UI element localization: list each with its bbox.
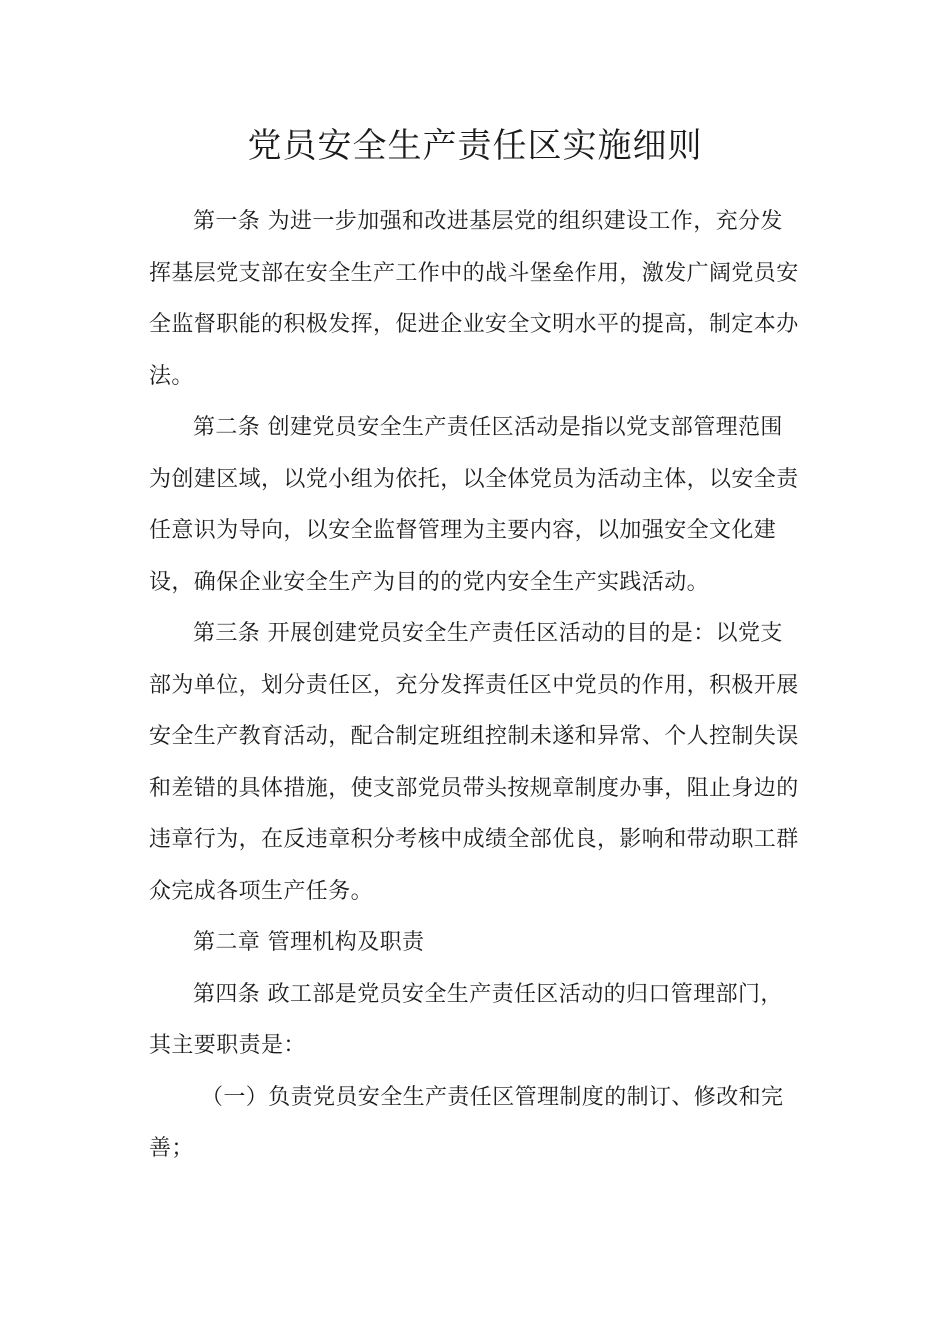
article-4-item-1: （一）负责党员安全生产责任区管理制度的制订、修改和完善；: [149, 1084, 784, 1161]
article-2-paragraph: 第二条 创建党员安全生产责任区活动是指以党支部管理范围为创建区域，以党小组为依托，以全体党员为活动主体，以安全责任意识为导向，以安全监督管理为主要内容，以加强安全文化建设，确保企业安全生产为目的的党内安全生产实践活动。: [149, 415, 799, 595]
document-body: [149, 196, 801, 1175]
article-1-paragraph: 第一条 为进一步加强和改进基层党的组织建设工作，充分发挥基层党支部在安全生产工作中的战斗堡垒作用，激发广阔党员安全监督职能的积极发挥，促进企业安全文明水平的提高，制定本办法。: [149, 209, 799, 389]
document-title: 党员安全生产责任区实施细则: [247, 126, 703, 166]
article-3-paragraph: 第三条 开展创建党员安全生产责任区活动的目的是：以党支部为单位，划分责任区，充分发挥责任区中党员的作用，积极开展安全生产教育活动，配合制定班组控制未遂和异常、个人控制失误和差错的具体措施，使支部党员带头按规章制度办事，阻止身边的违章行为，在反违章积分考核中成绩全部优良，影响和带动职工群众完成各项生产任务。: [149, 621, 799, 904]
article-4-paragraph: 第四条 政工部是党员安全生产责任区活动的归口管理部门，其主要职责是：: [149, 981, 783, 1058]
chapter-2-heading: 第二章 管理机构及职责: [193, 930, 425, 955]
